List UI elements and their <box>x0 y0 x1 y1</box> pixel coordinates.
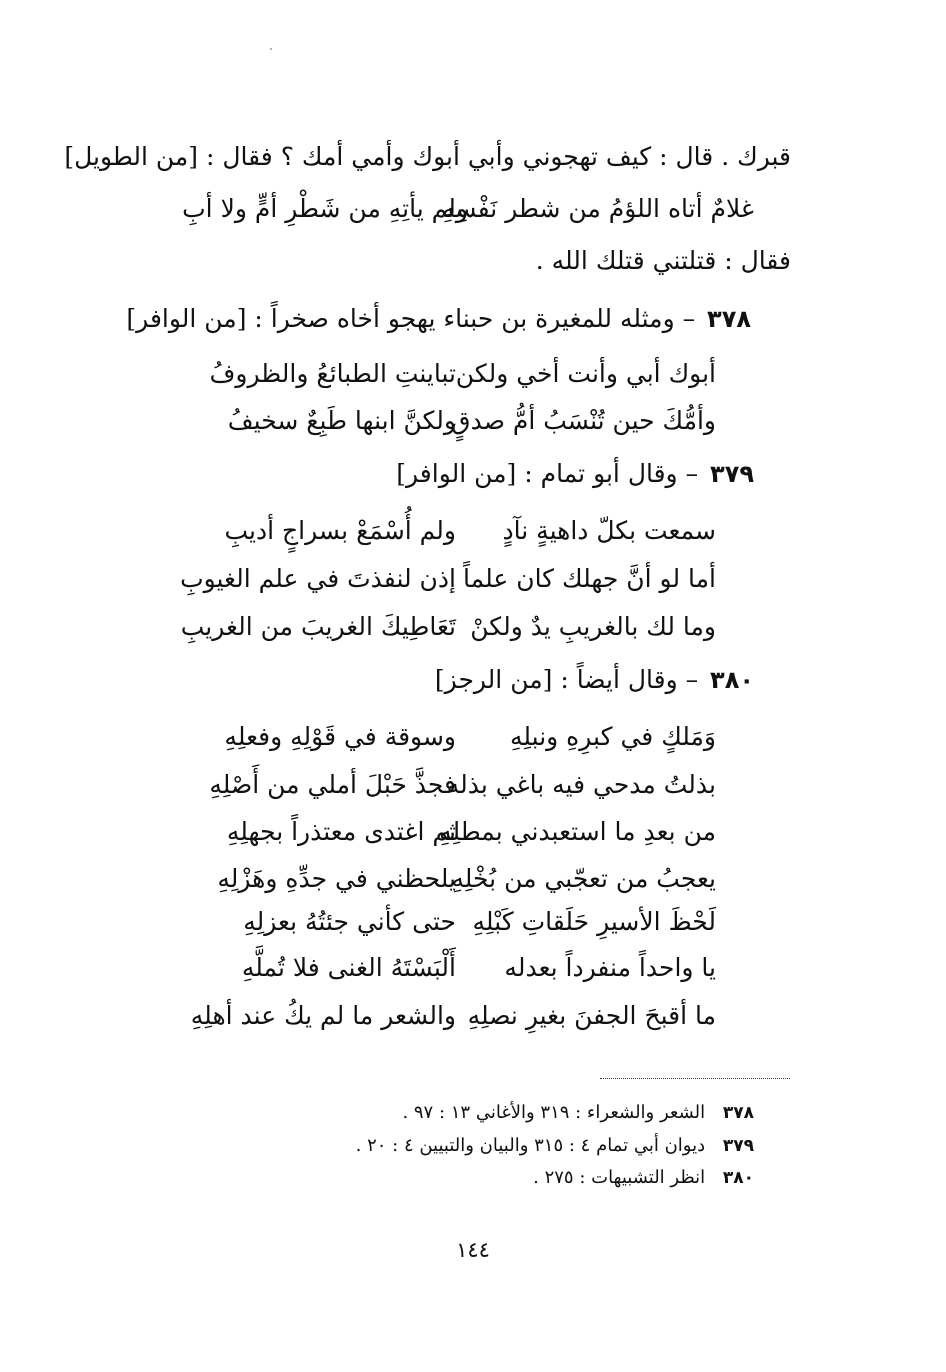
verse-hemistich-2: ثم اغتدى معتذراً بجهلِهِ <box>226 817 456 846</box>
section-heading-380 <box>435 664 754 696</box>
verse-hemistich-2: ولم أُسْمَعْ بسراجٍ أديبِ <box>224 516 456 545</box>
section-title: – وقال أيضاً : [من الرجز] <box>434 665 699 694</box>
verse-hemistich-2: فجذَّ حَبْلَ أملي من أَصْلِهِ <box>209 770 456 799</box>
verse-hemistich-2: إذن لنفذتَ في علم الغيوبِ <box>180 564 456 593</box>
verse-hemistich-1: من بعدِ ما استعبدني بمطلِهِ <box>439 817 716 846</box>
footnote-number: ٣٨٠ <box>722 1168 754 1188</box>
verse-hemistich-2: ولكنَّ ابنها طَبِعٌ سخيفُ <box>227 406 456 435</box>
section-number: ٣٧٩ <box>710 460 754 488</box>
footnote-text: ديوان أبي تمام ٤ : ٣١٥ والبيان والتبيين ٤ : ٢٠ . <box>355 1135 706 1156</box>
section-title: – ومثله للمغيرة بن حبناء يهجو أخاه صخراً : [من الوافر] <box>126 304 696 333</box>
scan-speck <box>270 48 272 50</box>
verse-hemistich-2: يلحظني في جدِّهِ وهَزْلِهِ <box>217 864 456 893</box>
section-number: ٣٨٠ <box>710 666 754 694</box>
footnote-divider <box>600 1078 790 1079</box>
footnote-number: ٣٧٩ <box>722 1136 754 1156</box>
verse-hemistich-1: يا واحداً منفرداً بعدله <box>504 953 716 982</box>
footnote-text: انظر التشبيهات : ٢٧٥ . <box>533 1167 706 1188</box>
verse-hemistich-1: ما أقبحَ الجفنَ بغيرِ نصلِهِ <box>467 1001 716 1030</box>
footnote-text: الشعر والشعراء : ٣١٩ والأغاني ١٣ : ٩٧ . <box>402 1102 706 1123</box>
verse-hemistich-1: وَمَلكٍ في كبرِهِ ونبلِهِ <box>509 722 716 751</box>
footnote-379 <box>356 1134 754 1158</box>
verse-hemistich-2: تباينتِ الطبائعُ والظروفُ <box>209 359 456 388</box>
verse-hemistich-1: بذلتُ مدحي فيه باغي بذله <box>446 770 716 799</box>
verse-hemistich-2: وسوقة في قَوْلِهِ وفعلِهِ <box>224 722 456 751</box>
verse-hemistich-1: أبوك أبي وأنت أخي ولكن <box>455 359 716 388</box>
section-heading-378 <box>126 303 751 335</box>
section-heading-379 <box>396 458 754 490</box>
verse-hemistich-1: وأمُّكَ حين تُنْسَبُ أمُّ صدقٍ <box>451 406 716 435</box>
verse-hemistich-2: والشعر ما لم يكُ عند أهلِهِ <box>190 1001 456 1030</box>
section-number: ٣٧٨ <box>707 305 751 333</box>
verse-hemistich-1: يعجبُ من تعجّبي من بُخْلِهِ <box>451 864 716 893</box>
verse-hemistich-2: ولم يأتِهِ من شَطْرِ أمٍّ ولا أبِ <box>182 194 468 223</box>
footnote-number: ٣٧٨ <box>722 1103 754 1123</box>
verse-hemistich-2: حتى كأني جئتُهُ بعزلِهِ <box>243 907 456 936</box>
verse-hemistich-1: غلامٌ أتاه اللؤمُ من شطر نَفْسِهِ <box>441 194 754 223</box>
footnote-378 <box>402 1101 754 1125</box>
prose-line-1: قبرك . قال : كيف تهجوني وأبي أبوك وأمي أمك ؟ فقال : [من الطويل] <box>64 142 791 171</box>
page-number: ١٤٤ <box>456 1238 490 1262</box>
verse-hemistich-1: لَحْظَ الأسيرِ حَلَقاتِ كَبْلِهِ <box>472 907 716 936</box>
section-title: – وقال أبو تمام : [من الوافر] <box>396 459 699 488</box>
verse-hemistich-2: أَلْبَسْتَهُ الغنى فلا تُملَّهِ <box>241 953 456 982</box>
verse-hemistich-2: تَعَاطِيكَ الغريبَ من الغريبِ <box>180 612 456 641</box>
verse-hemistich-1: وما لك بالغريبِ يدٌ ولكنْ <box>470 612 716 641</box>
verse-hemistich-1: سمعت بكلّ داهيةٍ نآدٍ <box>502 516 716 545</box>
footnote-380 <box>533 1166 754 1190</box>
prose-line-3: فقال : قتلتني قتلك الله . <box>535 246 791 275</box>
verse-hemistich-1: أما لو أنَّ جهلك كان علماً <box>463 564 716 593</box>
